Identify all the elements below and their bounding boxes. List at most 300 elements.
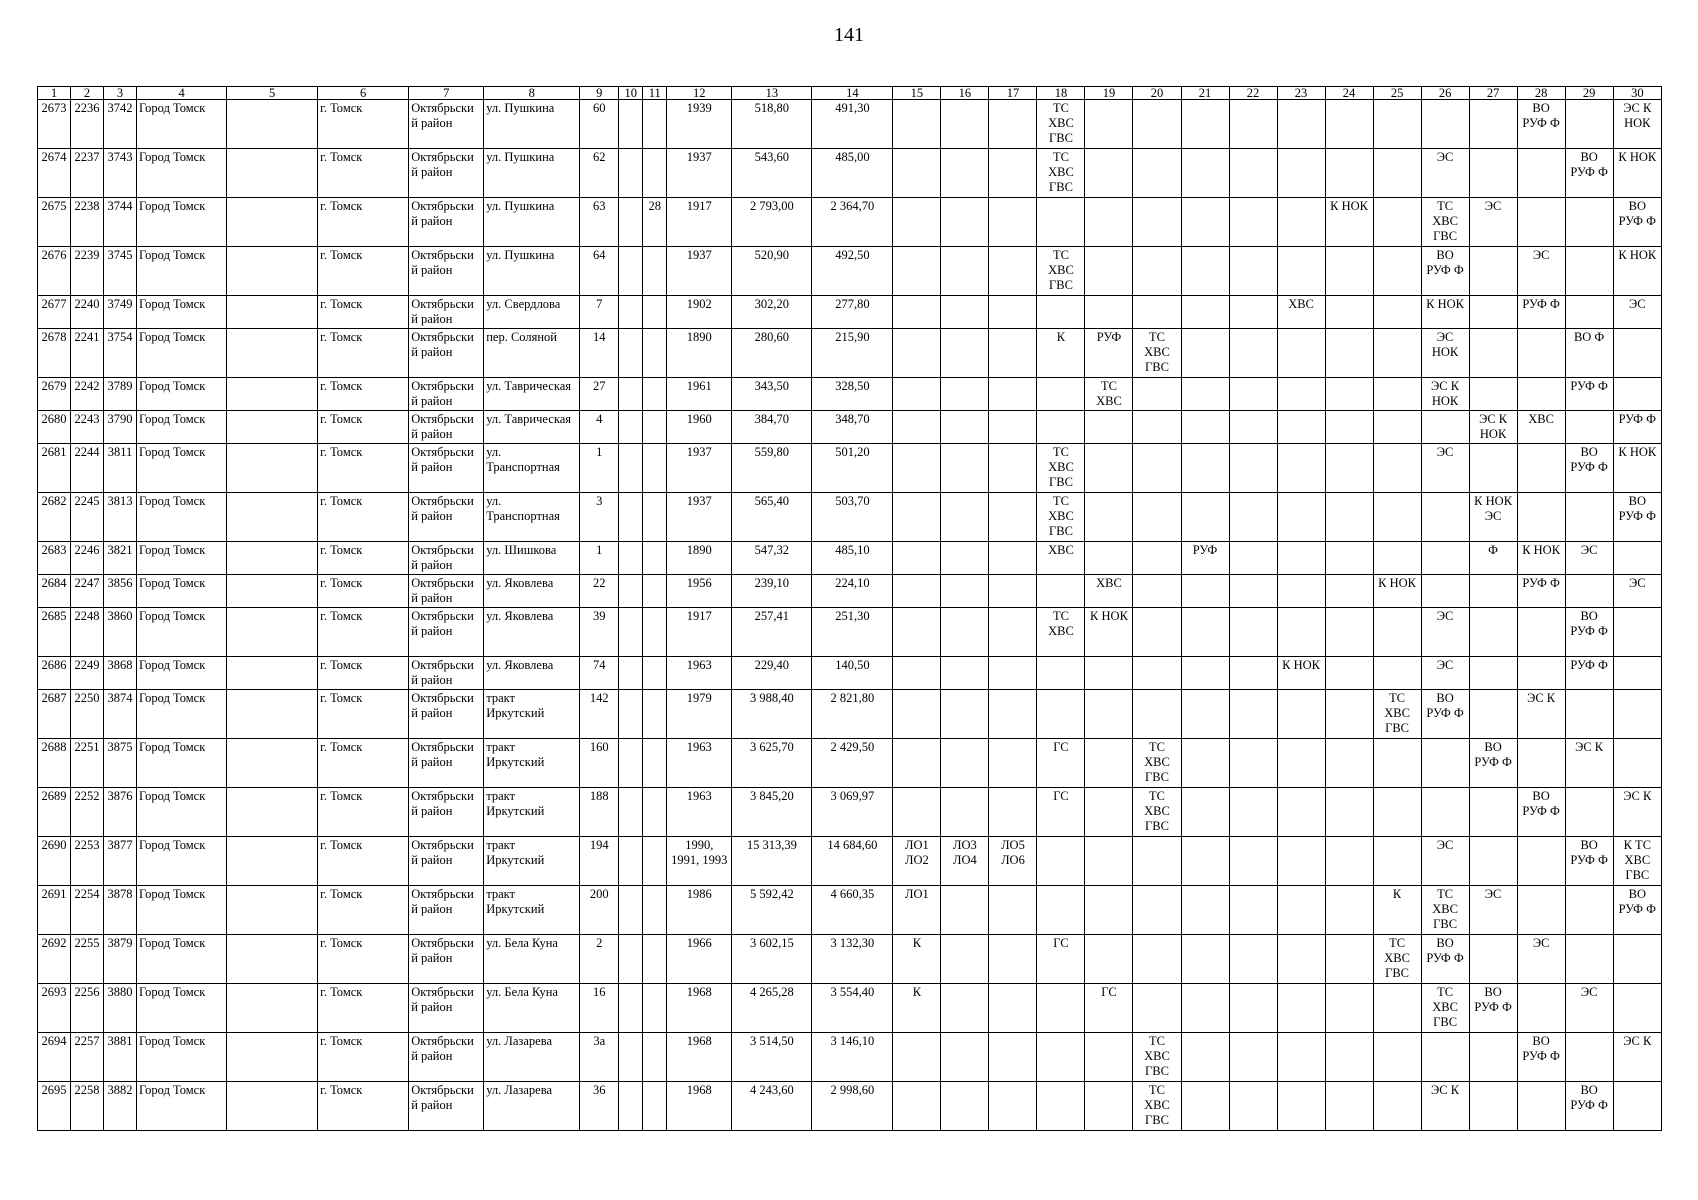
table-cell bbox=[643, 247, 667, 296]
table-cell: 1968 bbox=[667, 1082, 732, 1131]
table-cell: Октябрьски й район bbox=[409, 493, 484, 542]
table-cell bbox=[1373, 198, 1421, 247]
table-cell: 1937 bbox=[667, 149, 732, 198]
table-cell bbox=[619, 296, 643, 329]
column-header: 18 bbox=[1037, 87, 1085, 100]
table-cell bbox=[1565, 100, 1613, 149]
table-cell: Город Томск bbox=[137, 608, 227, 657]
table-cell: ВО РУФ Ф bbox=[1421, 247, 1469, 296]
table-cell: ЭС bbox=[1565, 984, 1613, 1033]
column-header: 23 bbox=[1277, 87, 1325, 100]
column-header: 15 bbox=[893, 87, 941, 100]
table-cell bbox=[989, 296, 1037, 329]
table-cell bbox=[1229, 886, 1277, 935]
table-cell: ЭС К НОК bbox=[1421, 378, 1469, 411]
table-cell: ВО РУФ Ф bbox=[1469, 984, 1517, 1033]
table-cell: 3882 bbox=[104, 1082, 137, 1131]
table-cell: 194 bbox=[580, 837, 619, 886]
table-cell: тракт Иркутский bbox=[484, 788, 580, 837]
table-cell bbox=[227, 493, 318, 542]
table-cell bbox=[1229, 542, 1277, 575]
table-cell: ТС ХВС ГВС bbox=[1037, 247, 1085, 296]
table-cell bbox=[1229, 378, 1277, 411]
table-cell bbox=[1373, 788, 1421, 837]
table-cell: 27 bbox=[580, 378, 619, 411]
table-cell: 343,50 bbox=[732, 378, 812, 411]
table-cell: г. Томск bbox=[318, 788, 409, 837]
table-cell: 39 bbox=[580, 608, 619, 657]
table-cell: 7 bbox=[580, 296, 619, 329]
table-cell bbox=[1133, 542, 1181, 575]
table-cell bbox=[1181, 837, 1229, 886]
table-cell: ВО РУФ Ф bbox=[1613, 886, 1661, 935]
table-cell: Октябрьски й район bbox=[409, 149, 484, 198]
table-cell bbox=[1517, 329, 1565, 378]
table-cell: 1990, 1991, 1993 bbox=[667, 837, 732, 886]
table-cell bbox=[1133, 149, 1181, 198]
table-cell: 1902 bbox=[667, 296, 732, 329]
table-cell: 3 845,20 bbox=[732, 788, 812, 837]
table-cell bbox=[1229, 788, 1277, 837]
table-cell: 1963 bbox=[667, 657, 732, 690]
table-cell: РУФ Ф bbox=[1613, 411, 1661, 444]
table-cell bbox=[1373, 984, 1421, 1033]
table-cell: 1939 bbox=[667, 100, 732, 149]
table-cell: 4 660,35 bbox=[812, 886, 893, 935]
table-cell: 2677 bbox=[38, 296, 71, 329]
table-cell bbox=[1277, 100, 1325, 149]
table-cell bbox=[1469, 444, 1517, 493]
table-cell bbox=[941, 378, 989, 411]
table-cell bbox=[619, 984, 643, 1033]
table-cell: 2253 bbox=[71, 837, 104, 886]
table-cell: 16 bbox=[580, 984, 619, 1033]
table-cell: ТС ХВС ГВС bbox=[1421, 198, 1469, 247]
table-cell: 3879 bbox=[104, 935, 137, 984]
table-cell bbox=[1325, 608, 1373, 657]
table-cell bbox=[619, 1033, 643, 1082]
table-cell bbox=[989, 542, 1037, 575]
table-cell: 64 bbox=[580, 247, 619, 296]
table-cell: 2250 bbox=[71, 690, 104, 739]
table-cell bbox=[1469, 378, 1517, 411]
table-cell bbox=[1085, 739, 1133, 788]
table-cell bbox=[1325, 739, 1373, 788]
table-cell: 1966 bbox=[667, 935, 732, 984]
table-cell bbox=[643, 542, 667, 575]
table-cell bbox=[1277, 575, 1325, 608]
table-cell bbox=[989, 690, 1037, 739]
column-header: 3 bbox=[104, 87, 137, 100]
table-cell: 3 514,50 bbox=[732, 1033, 812, 1082]
table-cell bbox=[1181, 886, 1229, 935]
table-cell bbox=[1277, 378, 1325, 411]
table-cell: 2239 bbox=[71, 247, 104, 296]
table-cell: 5 592,42 bbox=[732, 886, 812, 935]
table-cell: 2247 bbox=[71, 575, 104, 608]
table-cell bbox=[619, 329, 643, 378]
column-header: 11 bbox=[643, 87, 667, 100]
table-cell: 14 bbox=[580, 329, 619, 378]
table-cell: 2 821,80 bbox=[812, 690, 893, 739]
table-cell bbox=[1229, 198, 1277, 247]
table-cell bbox=[227, 657, 318, 690]
table-cell: 1890 bbox=[667, 542, 732, 575]
table-cell bbox=[1421, 575, 1469, 608]
table-cell bbox=[1133, 378, 1181, 411]
table-cell: 4 243,60 bbox=[732, 1082, 812, 1131]
table-cell: 2249 bbox=[71, 657, 104, 690]
table-cell bbox=[1517, 444, 1565, 493]
table-cell: РУФ bbox=[1181, 542, 1229, 575]
table-row bbox=[38, 575, 1662, 608]
table-cell: 4 265,28 bbox=[732, 984, 812, 1033]
table-cell: ВО РУФ Ф bbox=[1565, 149, 1613, 198]
registry-table bbox=[37, 86, 1662, 1131]
table-cell: тракт Иркутский bbox=[484, 886, 580, 935]
table-cell bbox=[893, 411, 941, 444]
table-cell: К НОК bbox=[1517, 542, 1565, 575]
table-cell: ЭС К bbox=[1517, 690, 1565, 739]
table-cell bbox=[1229, 329, 1277, 378]
table-cell: РУФ Ф bbox=[1565, 657, 1613, 690]
table-cell: 3749 bbox=[104, 296, 137, 329]
table-cell bbox=[1325, 247, 1373, 296]
table-cell: г. Томск bbox=[318, 984, 409, 1033]
table-cell bbox=[1373, 329, 1421, 378]
table-cell: К НОК bbox=[1421, 296, 1469, 329]
table-cell: ул. Яковлева bbox=[484, 608, 580, 657]
table-cell bbox=[1037, 657, 1085, 690]
table-cell bbox=[643, 493, 667, 542]
table-cell bbox=[1181, 198, 1229, 247]
table-cell bbox=[1613, 657, 1661, 690]
table-cell bbox=[1085, 247, 1133, 296]
table-cell: 60 bbox=[580, 100, 619, 149]
table-cell bbox=[893, 657, 941, 690]
table-cell bbox=[1133, 837, 1181, 886]
table-cell bbox=[1133, 608, 1181, 657]
table-cell: ул. Лазарева bbox=[484, 1082, 580, 1131]
table-cell: ул. Транспортная bbox=[484, 493, 580, 542]
table-cell bbox=[1085, 690, 1133, 739]
table-cell: тракт Иркутский bbox=[484, 690, 580, 739]
table-cell bbox=[1613, 378, 1661, 411]
column-header: 19 bbox=[1085, 87, 1133, 100]
column-header: 20 bbox=[1133, 87, 1181, 100]
table-cell bbox=[1085, 100, 1133, 149]
table-cell: 492,50 bbox=[812, 247, 893, 296]
table-cell: 3 bbox=[580, 493, 619, 542]
table-cell bbox=[1037, 1033, 1085, 1082]
table-cell bbox=[643, 1082, 667, 1131]
table-cell: 3754 bbox=[104, 329, 137, 378]
table-cell: ул. Яковлева bbox=[484, 657, 580, 690]
table-cell bbox=[1421, 788, 1469, 837]
table-cell: ГС bbox=[1085, 984, 1133, 1033]
table-cell bbox=[1277, 886, 1325, 935]
registry-table-container bbox=[37, 86, 1662, 1131]
table-cell bbox=[989, 984, 1037, 1033]
table-cell: 3744 bbox=[104, 198, 137, 247]
table-cell bbox=[227, 247, 318, 296]
table-cell: 3 602,15 bbox=[732, 935, 812, 984]
table-cell: 485,10 bbox=[812, 542, 893, 575]
table-cell: Город Томск bbox=[137, 149, 227, 198]
table-cell bbox=[1613, 1082, 1661, 1131]
table-cell bbox=[941, 935, 989, 984]
table-cell: 2692 bbox=[38, 935, 71, 984]
table-cell: Город Томск bbox=[137, 247, 227, 296]
table-cell: 3881 bbox=[104, 1033, 137, 1082]
table-cell: ул. Таврическая bbox=[484, 378, 580, 411]
table-cell: ТС ХВС ГВС bbox=[1037, 100, 1085, 149]
table-cell: 1917 bbox=[667, 608, 732, 657]
table-cell: ВО Ф bbox=[1565, 329, 1613, 378]
table-cell bbox=[1133, 493, 1181, 542]
table-cell bbox=[643, 837, 667, 886]
table-cell bbox=[619, 198, 643, 247]
table-cell bbox=[893, 378, 941, 411]
table-cell: Город Томск bbox=[137, 575, 227, 608]
table-cell: 239,10 bbox=[732, 575, 812, 608]
column-number-header bbox=[38, 87, 1662, 100]
table-cell: ЭС К bbox=[1613, 788, 1661, 837]
table-cell bbox=[1325, 444, 1373, 493]
table-cell: 1937 bbox=[667, 444, 732, 493]
table-cell bbox=[1037, 296, 1085, 329]
table-cell: 2 793,00 bbox=[732, 198, 812, 247]
table-cell bbox=[1085, 444, 1133, 493]
table-cell: РУФ Ф bbox=[1517, 296, 1565, 329]
table-cell: Город Томск bbox=[137, 739, 227, 788]
table-cell bbox=[619, 493, 643, 542]
table-cell bbox=[1181, 788, 1229, 837]
table-cell: Октябрьски й район bbox=[409, 411, 484, 444]
table-cell: Город Томск bbox=[137, 411, 227, 444]
column-header: 22 bbox=[1229, 87, 1277, 100]
table-cell bbox=[1373, 296, 1421, 329]
table-cell: ГС bbox=[1037, 739, 1085, 788]
table-cell: ТС ХВС bbox=[1085, 378, 1133, 411]
table-row bbox=[38, 378, 1662, 411]
table-cell: К НОК bbox=[1277, 657, 1325, 690]
table-cell: 547,32 bbox=[732, 542, 812, 575]
table-cell: 2693 bbox=[38, 984, 71, 1033]
table-cell: г. Томск bbox=[318, 739, 409, 788]
table-cell: Город Томск bbox=[137, 100, 227, 149]
table-cell bbox=[619, 100, 643, 149]
table-cell: Город Томск bbox=[137, 493, 227, 542]
table-cell bbox=[989, 247, 1037, 296]
table-cell bbox=[893, 690, 941, 739]
table-cell: Октябрьски й район bbox=[409, 1033, 484, 1082]
table-cell: Город Томск bbox=[137, 657, 227, 690]
table-cell bbox=[1133, 690, 1181, 739]
table-cell bbox=[1085, 1082, 1133, 1131]
table-cell bbox=[1229, 100, 1277, 149]
table-cell bbox=[989, 378, 1037, 411]
table-cell bbox=[989, 575, 1037, 608]
table-cell: 2251 bbox=[71, 739, 104, 788]
table-cell: 1917 bbox=[667, 198, 732, 247]
table-cell bbox=[989, 444, 1037, 493]
table-cell bbox=[1037, 984, 1085, 1033]
table-cell: РУФ Ф bbox=[1565, 378, 1613, 411]
table-cell: ЭС bbox=[1565, 542, 1613, 575]
table-cell bbox=[1565, 575, 1613, 608]
table-cell: пер. Соляной bbox=[484, 329, 580, 378]
table-cell bbox=[1469, 247, 1517, 296]
table-cell bbox=[1565, 886, 1613, 935]
table-cell bbox=[619, 149, 643, 198]
table-cell bbox=[941, 100, 989, 149]
table-cell bbox=[1469, 329, 1517, 378]
table-cell bbox=[1517, 198, 1565, 247]
table-cell: 2237 bbox=[71, 149, 104, 198]
table-cell: 1 bbox=[580, 542, 619, 575]
table-cell: 2241 bbox=[71, 329, 104, 378]
table-cell bbox=[619, 378, 643, 411]
table-cell bbox=[1373, 837, 1421, 886]
table-cell bbox=[941, 608, 989, 657]
table-cell: 3821 bbox=[104, 542, 137, 575]
table-cell bbox=[1229, 608, 1277, 657]
column-header: 4 bbox=[137, 87, 227, 100]
table-cell bbox=[1133, 198, 1181, 247]
table-cell: 1890 bbox=[667, 329, 732, 378]
table-cell bbox=[941, 149, 989, 198]
table-cell bbox=[1277, 149, 1325, 198]
table-cell bbox=[1277, 837, 1325, 886]
table-cell: Город Томск bbox=[137, 198, 227, 247]
table-cell: ЭС bbox=[1469, 198, 1517, 247]
column-header: 13 bbox=[732, 87, 812, 100]
table-cell: 2686 bbox=[38, 657, 71, 690]
table-cell: ТС ХВС ГВС bbox=[1421, 984, 1469, 1033]
table-cell: ХВС bbox=[1037, 542, 1085, 575]
table-cell: 2676 bbox=[38, 247, 71, 296]
table-cell bbox=[989, 411, 1037, 444]
table-cell bbox=[1277, 608, 1325, 657]
table-cell bbox=[989, 886, 1037, 935]
table-cell: ул. Пушкина bbox=[484, 247, 580, 296]
table-cell: 2680 bbox=[38, 411, 71, 444]
table-cell bbox=[1325, 100, 1373, 149]
table-cell: 2258 bbox=[71, 1082, 104, 1131]
table-cell bbox=[1565, 247, 1613, 296]
table-cell: 277,80 bbox=[812, 296, 893, 329]
table-cell: Город Томск bbox=[137, 296, 227, 329]
table-cell: 2255 bbox=[71, 935, 104, 984]
table-cell: ул. Лазарева bbox=[484, 1033, 580, 1082]
table-cell bbox=[1613, 739, 1661, 788]
table-cell: тракт Иркутский bbox=[484, 837, 580, 886]
table-cell bbox=[1325, 1082, 1373, 1131]
table-cell bbox=[227, 1033, 318, 1082]
table-cell bbox=[1325, 788, 1373, 837]
table-cell bbox=[643, 329, 667, 378]
column-header: 9 bbox=[580, 87, 619, 100]
table-cell bbox=[989, 198, 1037, 247]
table-cell bbox=[1277, 329, 1325, 378]
column-header: 30 bbox=[1613, 87, 1661, 100]
table-cell: ЭС bbox=[1421, 657, 1469, 690]
table-cell bbox=[1373, 542, 1421, 575]
table-cell bbox=[989, 935, 1037, 984]
table-cell: 63 bbox=[580, 198, 619, 247]
table-cell: ВО РУФ Ф bbox=[1565, 1082, 1613, 1131]
table-cell bbox=[1517, 837, 1565, 886]
table-cell bbox=[1373, 739, 1421, 788]
table-cell bbox=[1085, 149, 1133, 198]
table-cell: Октябрьски й район bbox=[409, 739, 484, 788]
table-cell: 302,20 bbox=[732, 296, 812, 329]
table-cell: 2246 bbox=[71, 542, 104, 575]
table-row bbox=[38, 149, 1662, 198]
table-cell: 229,40 bbox=[732, 657, 812, 690]
table-cell bbox=[1181, 444, 1229, 493]
table-cell bbox=[1037, 837, 1085, 886]
table-cell: ТС ХВС ГВС bbox=[1133, 1082, 1181, 1131]
table-cell bbox=[227, 984, 318, 1033]
table-cell bbox=[643, 657, 667, 690]
table-cell: 3789 bbox=[104, 378, 137, 411]
table-cell bbox=[1421, 542, 1469, 575]
table-cell bbox=[1229, 739, 1277, 788]
table-cell bbox=[893, 1033, 941, 1082]
table-cell bbox=[643, 296, 667, 329]
table-cell bbox=[227, 444, 318, 493]
table-cell bbox=[1277, 542, 1325, 575]
table-cell bbox=[1181, 739, 1229, 788]
table-cell: ул. Пушкина bbox=[484, 100, 580, 149]
table-cell bbox=[1517, 378, 1565, 411]
table-row bbox=[38, 935, 1662, 984]
table-cell bbox=[1085, 411, 1133, 444]
table-cell bbox=[893, 1082, 941, 1131]
table-cell bbox=[1085, 1033, 1133, 1082]
table-cell: Октябрьски й район bbox=[409, 575, 484, 608]
table-cell bbox=[1373, 444, 1421, 493]
table-cell: 3880 bbox=[104, 984, 137, 1033]
table-cell bbox=[989, 608, 1037, 657]
table-cell: Город Томск bbox=[137, 444, 227, 493]
table-cell bbox=[1133, 296, 1181, 329]
table-cell: К НОК bbox=[1085, 608, 1133, 657]
table-row bbox=[38, 247, 1662, 296]
table-cell bbox=[1181, 690, 1229, 739]
table-cell bbox=[1229, 1033, 1277, 1082]
table-cell: 520,90 bbox=[732, 247, 812, 296]
table-cell bbox=[1037, 1082, 1085, 1131]
table-cell bbox=[941, 542, 989, 575]
table-cell bbox=[619, 411, 643, 444]
table-cell bbox=[1517, 608, 1565, 657]
table-cell bbox=[619, 837, 643, 886]
table-cell bbox=[941, 788, 989, 837]
table-cell: 2674 bbox=[38, 149, 71, 198]
table-cell: ул. Бела Куна bbox=[484, 984, 580, 1033]
table-cell: 1937 bbox=[667, 247, 732, 296]
table-cell bbox=[1421, 100, 1469, 149]
table-cell bbox=[941, 575, 989, 608]
table-cell: г. Томск bbox=[318, 329, 409, 378]
table-cell: ВО РУФ Ф bbox=[1517, 100, 1565, 149]
table-cell: 2244 bbox=[71, 444, 104, 493]
table-cell: Город Томск bbox=[137, 1082, 227, 1131]
table-cell: ул. Транспортная bbox=[484, 444, 580, 493]
